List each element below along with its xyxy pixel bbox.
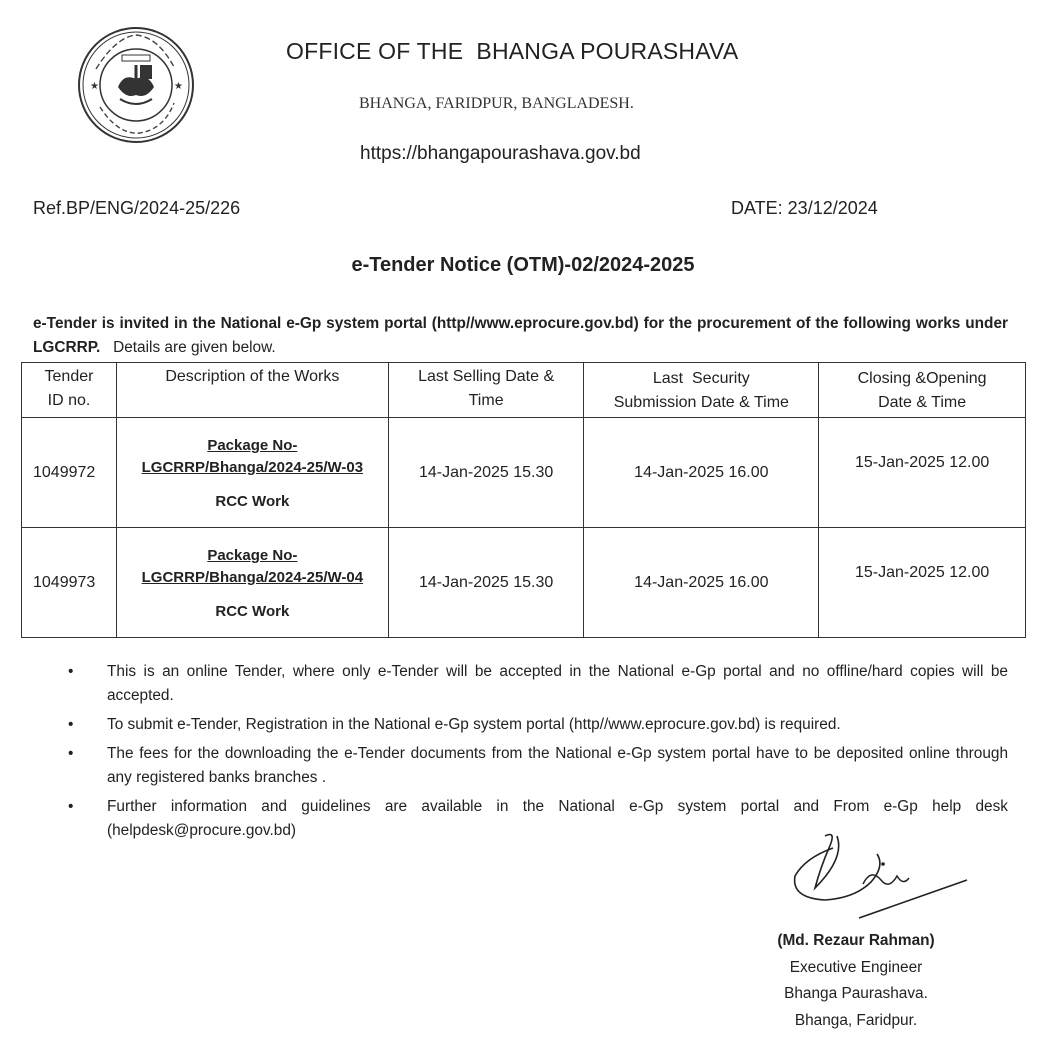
office-address: BHANGA, FARIDPUR, BANGLADESH. xyxy=(359,95,634,112)
bullet-icon: • xyxy=(68,663,74,680)
last-security-cell: 14-Jan-2025 16.00 xyxy=(584,528,819,638)
handwritten-signature-icon xyxy=(785,828,975,928)
last-selling-cell: 14-Jan-2025 15.30 xyxy=(388,418,584,528)
header-description: Description of the Works xyxy=(116,363,388,418)
svg-text:★: ★ xyxy=(174,81,183,92)
intro-paragraph xyxy=(33,312,1008,360)
info-list xyxy=(68,660,1008,848)
signatory-office: Bhanga Paurashava. xyxy=(784,985,928,1002)
package-label: Package No- xyxy=(207,547,298,564)
office-title: OFFICE OF THE BHANGA POURASHAVA xyxy=(286,38,739,64)
signatory-designation: Executive Engineer xyxy=(789,958,923,976)
header-last-selling: Last Selling Date & Time xyxy=(388,363,584,418)
tender-id-cell: 1049973 xyxy=(22,528,117,638)
signatory-location: Bhanga, Faridpur. xyxy=(794,1011,918,1029)
list-item: • Further information and guidelines are available in the National e-Gp system portal and From e-Gp help desk (helpdesk@procure.gov.bd) xyxy=(68,795,1008,843)
last-selling-cell: 14-Jan-2025 15.30 xyxy=(388,528,584,638)
tender-table xyxy=(21,362,1026,638)
notice-title: e-Tender Notice (OTM)-02/2024-2025 xyxy=(351,254,695,276)
table-row xyxy=(22,418,1026,528)
reference-number: Ref.BP/ENG/2024-25/226 xyxy=(33,198,241,218)
intro-normal-text: Details are given below. xyxy=(113,339,276,356)
package-number: LGCRRP/Bhanga/2024-25/W-03 xyxy=(141,459,364,476)
bullet-icon: • xyxy=(68,798,74,815)
signatory-block xyxy=(740,928,972,1034)
svg-text:★: ★ xyxy=(90,81,99,92)
bullet-icon: • xyxy=(68,745,74,762)
header-tender-id: Tender ID no. xyxy=(22,363,117,418)
package-number: LGCRRP/Bhanga/2024-25/W-04 xyxy=(141,569,364,586)
bullet-icon: • xyxy=(68,716,74,733)
description-cell xyxy=(116,528,388,638)
list-item: • To submit e-Tender, Registration in the National e-Gp system portal (http//www.eprocure.gov.bd) is required. xyxy=(68,713,1008,737)
work-type: RCC Work xyxy=(215,603,290,620)
work-type: RCC Work xyxy=(215,493,290,510)
header-closing-opening: Closing &Opening Date & Time xyxy=(819,363,1026,418)
pourashava-seal-icon xyxy=(76,25,196,145)
last-security-cell: 14-Jan-2025 16.00 xyxy=(584,418,819,528)
tender-id-cell: 1049972 xyxy=(22,418,117,528)
description-cell xyxy=(116,418,388,528)
closing-opening-cell: 15-Jan-2025 12.00 xyxy=(819,528,1026,638)
intro-bold-text: e-Tender is invited in the National e-Gp system portal (http//www.eprocure.gov.bd) for the procurement of the following works under LGCRRP. xyxy=(33,315,1008,356)
package-label: Package No- xyxy=(207,437,298,454)
notice-date: DATE: 23/12/2024 xyxy=(731,198,878,218)
header-last-security: Last Security Submission Date & Time xyxy=(584,363,819,418)
list-item: • The fees for the downloading the e-Tender documents from the National e-Gp system portal have to be deposited online through any registered banks branches . xyxy=(68,742,1008,790)
table-header-row xyxy=(22,363,1026,418)
signatory-name: (Md. Rezaur Rahman) xyxy=(777,932,935,949)
list-item: • This is an online Tender, where only e-Tender will be accepted in the National e-Gp portal and no offline/hard copies will be accepted. xyxy=(68,660,1008,708)
table-row xyxy=(22,528,1026,638)
closing-opening-cell: 15-Jan-2025 12.00 xyxy=(819,418,1026,528)
office-website[interactable]: https://bhangapourashava.gov.bd xyxy=(360,143,641,164)
